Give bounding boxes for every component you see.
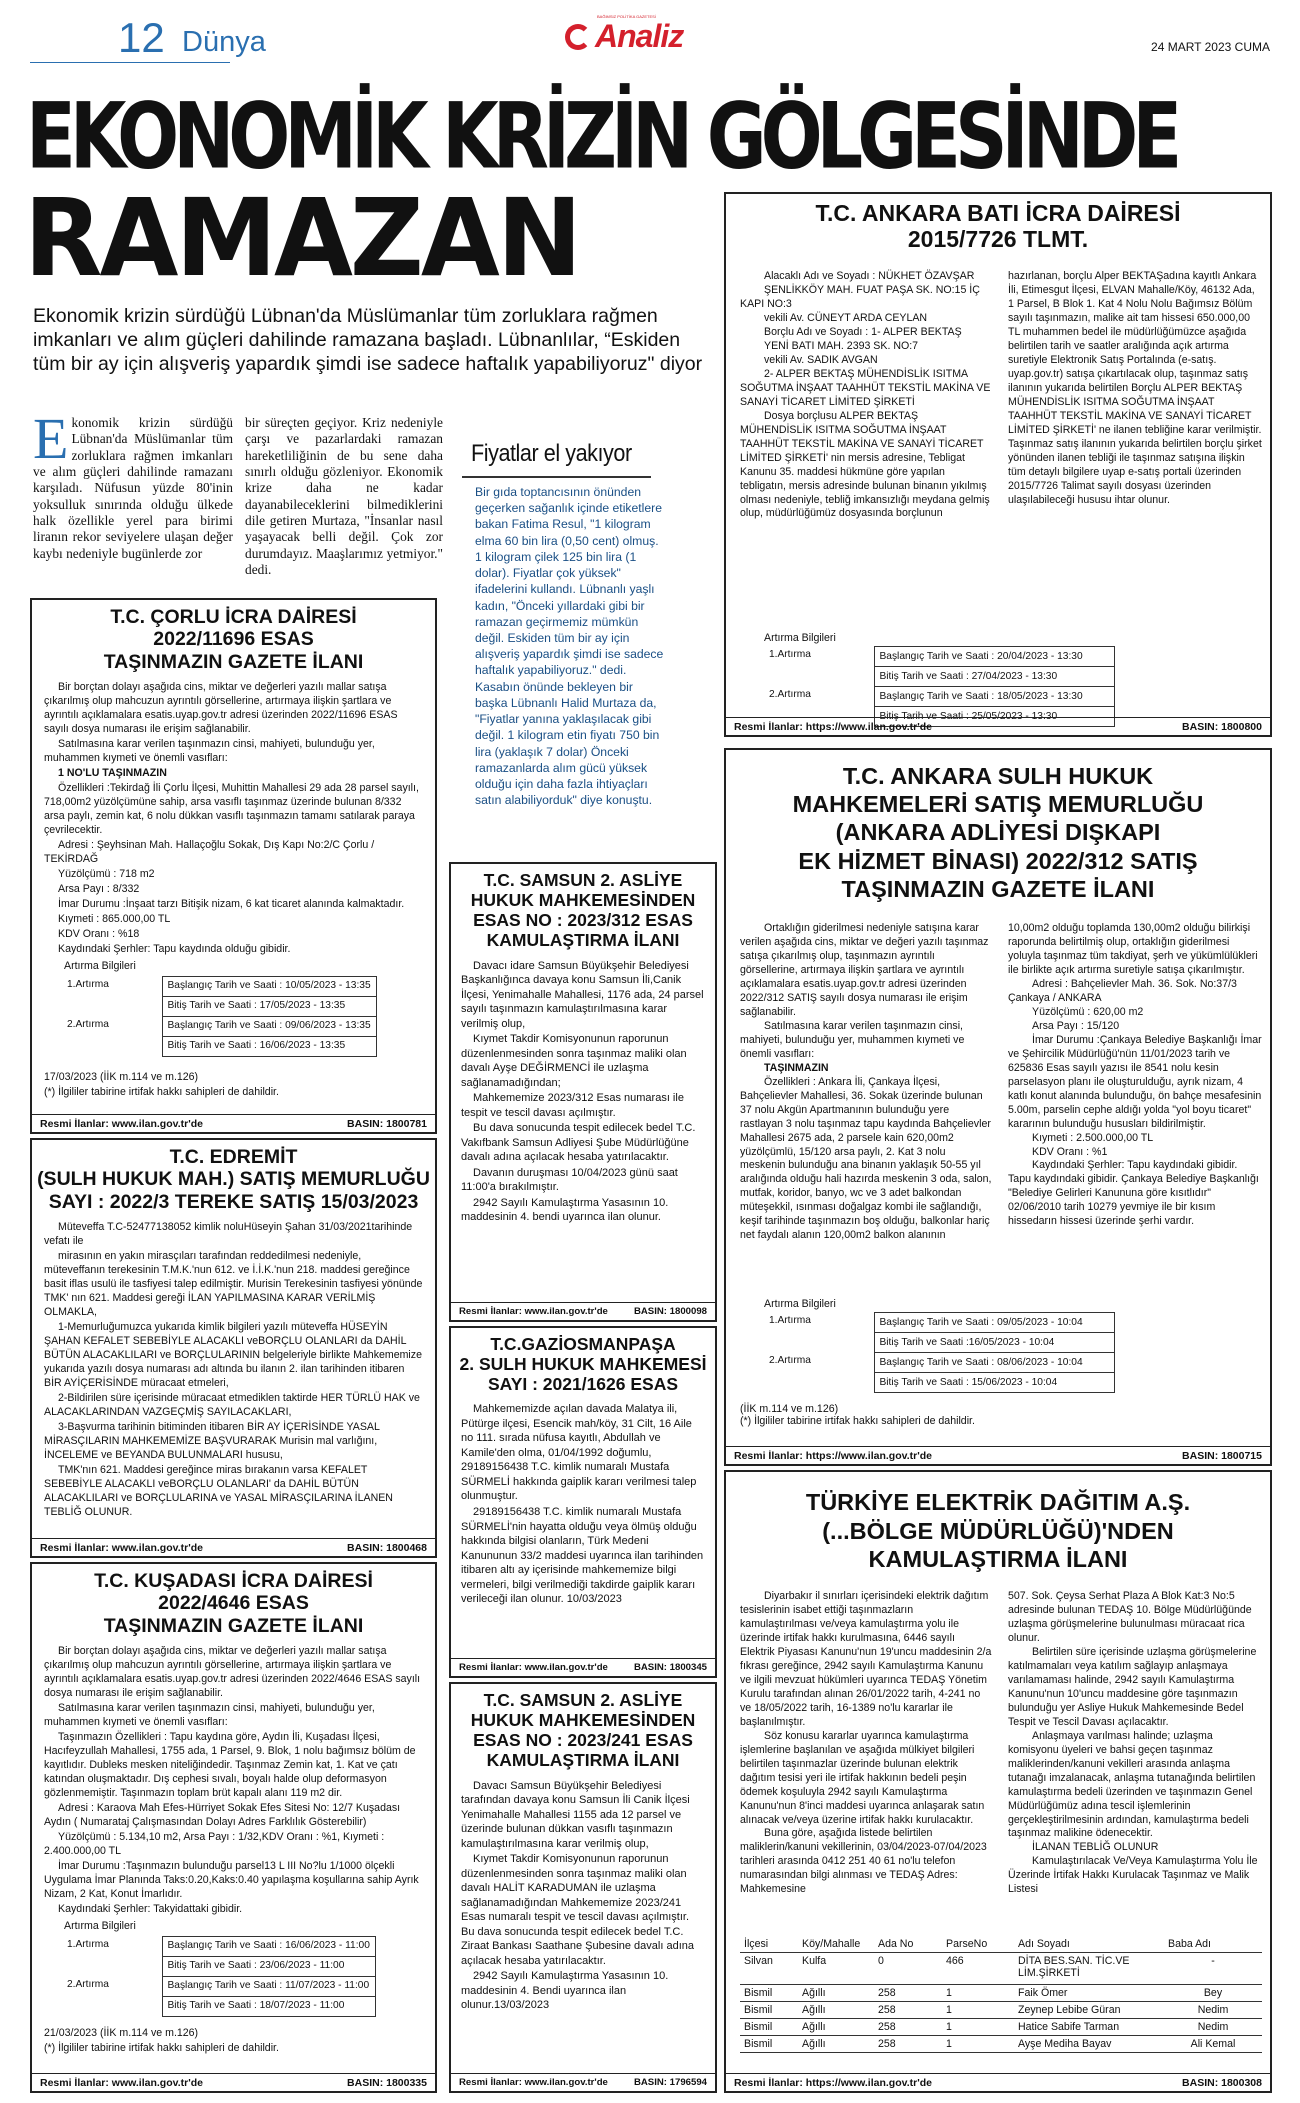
table-cell: 258 — [878, 1987, 896, 1999]
ad-paragraph: 2942 Sayılı Kamulaştırma Yasasının 10. maddesinin 4. Bendi uyarınca ilan olunur.13/03/2023 — [461, 1970, 669, 2012]
footer-basin: BASIN: 1800345 — [633, 1662, 707, 1673]
ad-column-left — [740, 922, 992, 1243]
footer-basin: BASIN: 1796594 — [633, 2077, 707, 2088]
section-underline — [30, 62, 230, 63]
ad-paragraph: Müteveffa T.C-52477138052 kimlik noluHüseyin Şahan 31/03/2021tarihinde vefatı ile — [44, 1221, 413, 1248]
table-row — [62, 1976, 375, 1996]
footer-source: Resmi İlanlar: https://www.ilan.gov.tr'de — [734, 1450, 932, 1462]
ad-paragraph: Davanın duruşması 10/04/2023 günü saat 11:00'a bırakılmıştır. — [461, 1166, 678, 1194]
table-cell: Ayşe Mediha Bayav — [1018, 2038, 1112, 2050]
ad-paragraph: İLANAN TEBLİĞ OLUNUR — [1032, 1841, 1159, 1854]
ad-gaziosmanpasa-body — [451, 1402, 715, 1606]
ad-title-line: EK HİZMET BİNASI) 2022/312 SATIŞ — [798, 847, 1198, 874]
ad-paragraph: Arsa Payı : 8/332 — [58, 882, 140, 895]
auction-end: Bitiş Tarih ve Saati : 25/05/2023 - 13:30 — [874, 707, 1114, 727]
table-cell: Faik Ömer — [1018, 1987, 1068, 1999]
ad-ankara-bati-title — [726, 194, 1270, 253]
table-cell: Ali Kemal — [1190, 2038, 1236, 2050]
ad-paragraph: Kamulaştırılacak Ve/Veya Kamulaştırma Yolu İle Üzerinde İrtifak Hakkı Kurulacak Taşınmaz ve Malik Listesi — [1008, 1855, 1258, 1896]
ad-footer — [32, 2073, 435, 2091]
table-cell: Ağıllı — [802, 2038, 826, 2050]
ad-title-line: TÜRKİYE ELEKTRİK DAĞITIM A.Ş. — [805, 1489, 1191, 1515]
ad-paragraph: Özellikleri :Tekirdağ İli Çorlu İlçesi, Muhittin Mahallesi 29 ada 28 parsel sayılı, 718,00m2 yüzölçümüne sahip, arsa vasıflı taşınmaz üzerinde bulunan 8/332 arsa paylı, zemin kat, 6 nolu dükkan vasıflı taşınmazın tamamı satılarak paraya çevrilecektir. — [44, 782, 419, 836]
table-cell: 258 — [878, 2038, 896, 2050]
issue-date: 24 MART 2023 CUMA — [1151, 40, 1270, 54]
ad-note: (*) İlgililer tabirine irtifak hakkı sahipleri de dahildir. — [44, 1085, 279, 1098]
auction-end: Bitiş Tarih ve Saati : 16/06/2023 - 13:35 — [162, 1036, 376, 1056]
table-row — [764, 687, 1114, 707]
ad-title-line: TAŞINMAZIN GAZETE İLANI — [841, 875, 1155, 902]
ad-column-right — [1008, 270, 1262, 507]
page-number: 12 — [118, 14, 165, 61]
auction-start: Başlangıç Tarih ve Saati : 09/05/2023 - 10:04 — [874, 1313, 1114, 1333]
table-header: Ada No — [878, 1938, 914, 1950]
ad-paragraph: Taşınmazın Özellikleri : Tapu kaydına göre, Aydın İli, Kuşadası İlçesi, Hacıfeyzullah Mahallesi, 1755 ada, 1 Parsel, 9. Blok, 1 nolu bağımsız bölüm de kayıtlıdır. Dubleks mesken niteliğindedir. Taşınmaz Zemin kat, 1. Kat ve çatı katından oluşmaktadır. Dış cephesi sıvalı, boyalı halde olup deformasyon gözlenmemiştir. Taşınmazın toplam brüt kapalı alanı 119 m2 dir. — [44, 1731, 416, 1799]
ad-note: 21/03/2023 (İİK m.114 ve m.126) — [44, 2026, 199, 2039]
ad-paragraph: Bir borçtan dolayı aşağıda cins, miktar ve değerleri yazılı mallar satışa çıkarılmış olup mahcuzun ayrıntılı görsellerine, artırmaya ilişkin şartlara ve ayrıntılı açıklamalara esatis.uyap.gov.tr adresi üzerinden 2022/4646 ESAS sayılı dosya numarası ile erişim sağlanabilir. — [44, 1645, 421, 1700]
table-cell: Silvan — [744, 1955, 773, 1967]
auction-label: 1.Artırma — [67, 1939, 109, 1951]
ad-column-left — [740, 270, 992, 521]
ad-paragraph: 10,00m2 olduğu toplamda 130,00m2 olduğu bilirkişi raporunda belirtilmiş olup, ortaklığın giderilmesi yoluyla taşınmaz tüm takdiyat, şerh ve yükümlülükleri ile birlikte açık artırma suretiyle satışa çıkarılmıştır. — [1008, 922, 1258, 976]
ad-title-line: MAHKEMELERİ SATIŞ MEMURLUĞU — [792, 791, 1204, 818]
schedule-title: Artırma Bilgileri — [764, 1298, 836, 1310]
ad-kusadasi — [30, 1562, 437, 2093]
auction-label: 1.Artırma — [67, 979, 109, 991]
ad-column-right — [1008, 1590, 1262, 1897]
ad-note: (*) İlgililer tabirine irtifak hakkı sahipleri de dahildir. — [44, 2041, 279, 2054]
ad-title-line: (ANKARA ADLİYESİ DIŞKAPI — [835, 819, 1161, 846]
ad-paragraph: 507. Sok. Çeysa Serhat Plaza A Blok Kat:3 No:5 adresinde bulunan TEDAŞ 10. Bölge Müdürlüğünde uzlaşma görüşmelerine bulunulması müracaat rica olunur. — [1008, 1590, 1252, 1644]
ad-paragraph: KDV Oranı : %18 — [58, 927, 140, 940]
table-header: Adı Soyadı — [1018, 1938, 1070, 1950]
section-name: Dünya — [182, 26, 266, 58]
ad-paragraph: Diyarbakır il sınırları içerisindeki elektrik dağıtım tesislerinin isabet ettiği taşınmazların kamulaştırılması ve/veya kamulaştırma yolu ile üzerinde irtifak hakkı kurulmasına, 6446 sayılı Elektrik Piyasası Kanunu'nun 19'uncu maddesinin 2/a fıkrası gereğince, 2942 sayılı Kamulaştırma Kanunu ve ilgili mevzuat hükümleri uyarınca TEDAŞ Yönetim Kurulu tarafından alınan 26/01/2022 tarih, 4-241 no ve 18/05/2022 tarih, 16-1389 no'lu kararlar ile başlanılmıştır. — [740, 1590, 992, 1728]
footer-source: Resmi İlanlar: www.ilan.gov.tr'de — [40, 1542, 203, 1554]
table-cell: 1 — [946, 2021, 952, 2033]
ad-paragraph: Mahkememizde açılan davada Malatya ili, Pütürge ilçesi, Esencik mah/köy, 31 Cilt, 16 Aile no 111. sırada nüfusa kayıtlı, Abdullah ve Kamile'den olma, 01/04/1992 doğumlu, 29189156438 T.C. kimlik numaralı Mustafa SÜRMELİ hakkında gaiplik kararı verilmesi talep olunmuştur. — [461, 1403, 697, 1503]
table-cell: 1 — [946, 1987, 952, 1999]
sidebar-title: Fiyatlar el yakıyor — [462, 428, 651, 478]
ad-paragraph: 1-Memurluğumuzca yukarıda kimlik bilgileri yazılı müteveffa HÜSEYİN ŞAHAN KEFALET SEBEBİYLE ALACAKLI veBORÇLU OLANLARI da DAHİL BÜTÜN ALACAKLILARI ve BORÇLULARININ belgeleriyle birlikte Mahkememize yukarıda yazılı dosya numarası adı altında bu ilanın 2. ilan tarihinden itibaren BİR AYİÇERİSİNDE müracaat etmeleri, — [44, 1321, 422, 1389]
ad-title-line: SAYI : 2022/3 TEREKE SATIŞ 15/03/2023 — [48, 1190, 419, 1213]
table-row — [62, 1016, 376, 1036]
auction-start: Başlangıç Tarih ve Saati : 20/04/2023 - 13:30 — [874, 647, 1114, 667]
ad-corlu-body — [32, 681, 435, 1099]
ad-title-line: 2022/4646 ESAS — [158, 1592, 309, 1615]
ad-paragraph: Özellikleri : Ankara İli, Çankaya İlçesi, Bahçelievler Mahallesi, 36. Sokak üzerinde bulunan 37 nolu Akgün Apartmanının bulunduğu yere rastlayan 3 nolu taşınmaz tapu kaydında Bahçelievler Mahallesi 2675 ada, 2 parsele kain 620,00m2 yüzölçümlü, 15/120 arsa paylı, 2. Kat 3 nolu meskenin bulunduğu ana binanın yaklaşık 50-55 yıl aralığında olduğu hali hazırda meskenin 3 oda, salon, mutfak, koridor, banyo, wc ve 3 adet balkondan müteşekkil, ısınması doğalgaz kombi ile sağlandığı, keşif tarihinde taşınmazın boş olduğu, balkonlar hariç net faydalı alanın 120,00m2 balkon alanının — [740, 1075, 992, 1242]
owner-table — [740, 1936, 1262, 2053]
auction-start: Başlangıç Tarih ve Saati : 16/06/2023 - 11:00 — [162, 1936, 375, 1956]
table-row — [764, 647, 1114, 667]
auction-end: Bitiş Tarih ve Saati :16/05/2023 - 10:04 — [874, 1333, 1114, 1353]
ad-footer — [451, 2073, 715, 2091]
auction-label: 2.Artırma — [769, 688, 811, 700]
ad-title-line: HUKUK MAHKEMESİNDEN — [470, 1710, 696, 1731]
ad-title-line: 2022/11696 ESAS — [153, 628, 314, 651]
headline-line2: RAMAZAN — [24, 176, 580, 302]
ad-edremit-body — [32, 1221, 435, 1519]
table-cell: 0 — [878, 1955, 884, 1967]
ad-paragraph: Buna göre, aşağıda listede belirtilen maliklerin/kanuni vekillerinin, 03/04/2023-07/04/2023 tarihleri arasında 0412 251 40 61 no'lu telefon numarasından bilgi alınması ve TEDAŞ Adres: Mahkemesine — [740, 1827, 987, 1896]
ad-paragraph: 29189156438 T.C. kimlik numaralı Mustafa SÜRMELİ'nin hayatta olduğu veya ölmüş olduğu hakkında bilgisi olanların, Türk Medeni Kanununun 33/2 maddesi uyarınca ilan tarihinden itibaren altı ay içerisinde mahkememize bilgi vermeleri, bilgi verilmediği takdirde gaiplik kararı verileceği ilan olunur. 10/03/2023 — [461, 1505, 704, 1606]
article-col2: bir süreçten geçiyor. Kriz nedeniyle çarşı ve pazarlardaki ramazan hareketliliğinin de bu sene daha sınırlı olduğu gözleniyor. Ekonomik krize daha ne kadar dayanabileceklerini bilmediklerini dile getiren Murtaza, "İnsanlar nasıl yaşayacak belli değil. Çok zor durumdayız. Maaşlarımız yetmiyor." dedi. — [245, 415, 443, 578]
ad-paragraph: Mahkememize 2023/312 Esas numarası ile tespit ve tescil davası açılmıştır. — [461, 1092, 684, 1119]
table-cell: - — [1211, 1955, 1215, 1967]
auction-label: 1.Artırma — [769, 1314, 811, 1326]
ad-ankara-sulh — [724, 748, 1272, 1466]
ad-gaziosmanpasa-title — [451, 1328, 715, 1394]
schedule-title: Artırma Bilgileri — [64, 959, 136, 972]
ad-paragraph: 2-Bildirilen süre içerisinde müracaat etmediklen taktirde HER TÜRLÜ HAK ve ALACAKLARINDAN VAZGEÇMİŞ SAYILACAKLARI, — [44, 1391, 420, 1418]
ad-corlu — [30, 598, 437, 1134]
ad-title-line: KAMULAŞTIRMA İLANI — [486, 1750, 680, 1771]
ad-paragraph: Kıymeti : 865.000,00 TL — [58, 912, 171, 925]
ad-paragraph: Adresi : Karaova Mah Efes-Hürriyet Sokak Efes Sitesi No: 12/7 Kuşadası Aydın ( Numarataj Çalışmasından Dolayı Adres Farklılık Gösterebilir) — [44, 1801, 401, 1828]
auction-end: Bitiş Tarih ve Saati : 23/06/2023 - 11:00 — [162, 1956, 375, 1976]
ad-paragraph: Satılmasına karar verilen taşınmazın cinsi, mahiyeti, bulunduğu yer, muhammen kıymeti ve önemli vasıfları: — [44, 738, 375, 765]
ad-note: (*) İlgililer tabirine irtifak hakkı sahipleri de dahildir. — [740, 1415, 975, 1427]
table-cell: 1 — [946, 2004, 952, 2016]
ad-paragraph: KDV Oranı : %1 — [1032, 1145, 1108, 1158]
dropcap: E — [33, 406, 69, 471]
table-cell: Bismil — [744, 2038, 773, 2050]
table-row — [740, 2002, 1262, 2019]
footer-basin: BASIN: 1800098 — [633, 1306, 707, 1317]
ad-samsun-241-title — [451, 1684, 715, 1771]
ad-title-line: T.C. EDREMİT — [169, 1146, 298, 1168]
ad-ankara-bati-schedule — [740, 632, 1262, 733]
table-cell: 1 — [946, 2038, 952, 2050]
table-cell: Ağıllı — [802, 1987, 826, 1999]
ad-footer — [32, 1538, 435, 1556]
ad-title-line: SAYI : 2021/1626 ESAS — [487, 1374, 679, 1395]
ad-paragraph: Kaydındaki Şerhler: Tapu kaydındaki gibidir. Tapu kaydındaki gibidir. Çankaya Belediye Başkanlığı "Belediye Gelirleri Kanununa göre kısıtlıdır" 02/06/2010 tarih 10279 yevmiye ile bir kısım hissedarın hissesi üzerinde şerhi vardır. — [1008, 1159, 1259, 1228]
ad-paragraph: İmar Durumu :İnşaat tarzı Bitişik nizam, 6 kat ticaret alanında kalmaktadır. — [58, 897, 405, 910]
ad-kusadasi-body — [32, 1645, 435, 2055]
ad-samsun-241 — [449, 1682, 717, 2093]
table-cell: Bismil — [744, 2004, 773, 2016]
ad-gaziosmanpasa — [449, 1326, 717, 1678]
ad-paragraph: Anlaşmaya varılması halinde; uzlaşma komisyonu üyeleri ve bahsi geçen taşınmaz maliklerinden/kanuni vekilleri arasında anlaşma tutanağı imzalanacak, anlaşma tutanağında belirtilen kamulaştırma bedeli üzerinden ve taşınmazın Genel Müdürlüğümüz adına tescil işlemlerinin gerçekleştirilmesinin ardından, kamulaştırma bedeli taşınmaz malikine ödenecektir. — [1008, 1729, 1256, 1840]
auction-schedule-table — [764, 1312, 1115, 1393]
table-cell: Bismil — [744, 1987, 773, 1999]
footer-source: Resmi İlanlar: https://www.ilan.gov.tr'de — [734, 2077, 932, 2089]
ad-tedas — [724, 1470, 1272, 2093]
ad-paragraph: Davacı idare Samsun Büyükşehir Belediyesi Başkanlığınca davaya konu Samsun İli,Canik İlçesi, Yenimahalle Mahallesi, 1176 ada, 24 parsel sayılı taşınmazın kamulaştırılmasına karar verilmiş olup, — [461, 959, 704, 1030]
auction-label: 2.Artırma — [769, 1354, 811, 1366]
ad-paragraph: Alacaklı Adı ve Soyadı : NÜKHET ÖZAVŞAR — [764, 270, 975, 282]
table-cell: Zeynep Lebibe Güran — [1018, 2004, 1121, 2016]
ad-title-line: T.C. SAMSUN 2. ASLİYE — [483, 1690, 683, 1710]
ad-paragraph: vekili Av. SADIK AVGAN — [764, 353, 878, 366]
ad-title-line: T.C. SAMSUN 2. ASLİYE — [483, 870, 683, 890]
auction-label: 2.Artırma — [67, 1979, 109, 1991]
footer-source: Resmi İlanlar: www.ilan.gov.tr'de — [459, 2077, 608, 2088]
sidebar-text: Bir gıda toptancısının önünden geçerken sağanlık içinde etiketlere bakan Fatima Resul, "1 kilogram elma 60 bin lira (0,50 cent) olmuş. 1 kilogram çilek 125 bin lira (1 dolar). Fiyatlar çok yüksek" ifadelerini kullandı. Lübnanlı yaşlı kadın, "Önceki yıllardaki gibi bir ramazan geçirmemiz mümkün değil. Eskiden tüm bir ay için alışveriş yapardık şimdi ise sadece haftalık yapabiliyoruz." dedi. Kasabın önünde bekleyen bir başka Lübnanlı Halid Murtaza da, "Fiyatlar yanına yaklaşılacak gibi değil. 1 kilogram etin fiyatı 750 bin lira (yaklaşık 7 dolar) Önceki ramazanlarda alım gücü yüksek olduğu için daha fazla ihtiyaçları satın alabiliyorduk" diye konuştu. — [475, 485, 664, 808]
table-row — [740, 1985, 1262, 2002]
article-col1 — [33, 406, 233, 562]
ad-paragraph: TAŞINMAZIN — [764, 1061, 829, 1074]
ad-paragraph: Davacı Samsun Büyükşehir Belediyesi tarafından davaya konu Samsun İli Canik İlçesi Yenimahalle Mahallesi 1155 ada 12 parsel ve üzerinde bulunan dükkan vasıflı taşınmazın kamulaştırılmasına karar verilmiş olup, — [461, 1779, 690, 1850]
price-sidebar — [462, 428, 672, 828]
auction-label: 2.Artırma — [67, 1019, 109, 1031]
ad-title-line: T.C. KUŞADASI İCRA DAİRESİ — [94, 1570, 373, 1592]
ad-samsun-312-title — [451, 864, 715, 951]
table-row — [740, 2019, 1262, 2036]
ad-paragraph: İmar Durumu :Taşınmazın bulunduğu parsel13 L III No?lu 1/1000 ölçekli Uygulama İmar Planında Taks:0.20,Kaks:0.40 yapılaşma koşullarına sahip Ayrık Nizam, 2 Kat, Konut İmarlıdır. — [44, 1859, 419, 1900]
ad-ankara-bati — [724, 192, 1272, 737]
auction-schedule-table — [62, 976, 377, 1057]
ad-samsun-312 — [449, 862, 717, 1322]
ad-ankara-sulh-title — [726, 750, 1270, 903]
ad-note: 17/03/2023 (İİK m.114 ve m.126) — [44, 1070, 199, 1083]
table-cell: Kulfa — [802, 1955, 827, 1967]
table-cell: Bey — [1203, 1987, 1223, 1999]
ad-ankara-sulh-schedule — [740, 1298, 1262, 1427]
ad-footer — [451, 1302, 715, 1320]
footer-basin: BASIN: 1800800 — [1182, 721, 1262, 733]
ad-paragraph: Adresi : Şeyhsinan Mah. Hallaçoğlu Sokak, Dış Kapı No:2/C Çorlu / TEKİRDAĞ — [44, 838, 375, 865]
ad-paragraph: vekili Av. CÜNEYT ARDA CEYLAN — [764, 311, 928, 324]
headline-line1: EKONOMİK KRİZİN GÖLGESİNDE — [26, 84, 1177, 190]
ad-samsun-312-body — [451, 959, 715, 1225]
ad-title-line: TAŞINMAZIN GAZETE İLANI — [103, 1614, 364, 1637]
auction-start: Başlangıç Tarih ve Saati : 08/06/2023 - 10:04 — [874, 1353, 1114, 1373]
ad-kusadasi-title — [32, 1564, 435, 1637]
ad-paragraph: 2942 Sayılı Kamulaştırma Yasasının 10. maddesinin 4. bendi uyarınca ilan olunur. — [461, 1196, 669, 1224]
ad-title-line: T.C.GAZİOSMANPAŞA — [490, 1334, 676, 1354]
table-row — [764, 1313, 1114, 1333]
table-row — [62, 976, 376, 996]
ad-ankara-bati-body — [740, 270, 1262, 630]
ad-title-line: (SULH HUKUK MAH.) SATIŞ MEMURLUĞU — [37, 1168, 430, 1191]
logo-mark-icon — [565, 24, 591, 50]
ad-title-line: T.C. ÇORLU İCRA DAİRESİ — [110, 606, 357, 628]
table-cell: Nedim — [1197, 2021, 1229, 2033]
ad-paragraph: mirasının en yakın mirasçıları tarafından reddedilmesi nedeniyle, müteveffanın terekesinin T.M.K.'nun 612. ve İ.İ.K.'nun 218. maddesi gereğince basit iflas usulü ile tasfiyesi talep edilmiştir. Murisin Terekesinin tasfiyesi yönünde TMK' nın 621. Maddesi gereği İLAN YAPILMASINA KARAR VERİLMİŞ OLMAKLA, — [44, 1250, 423, 1319]
ad-title-line: TAŞINMAZIN GAZETE İLANI — [103, 650, 364, 673]
auction-end: Bitiş Tarih ve Saati : 15/06/2023 - 10:04 — [874, 1373, 1114, 1393]
ad-paragraph: Bir borçtan dolayı aşağıda cins, miktar ve değerleri yazılı mallar satışa çıkarılmış olup mahcuzun ayrıntılı görsellerine, artırmaya ilişkin şartlara ve ayrıntılı açıklamalara esatis.uyap.gov.tr adresi üzerinden 2022/11696 ESAS sayılı dosya numarası ile erişim sağlanabilir. — [44, 681, 398, 736]
table-row — [764, 1353, 1114, 1373]
footer-basin: BASIN: 1800781 — [347, 1118, 427, 1130]
ad-paragraph: Satılmasına karar verilen taşınmazın cinsi, mahiyeti, bulunduğu yer, muhammen kıymeti ve önemli vasıfları: — [740, 1019, 965, 1060]
brand-logo — [565, 14, 684, 55]
schedule-title: Artırma Bilgileri — [764, 632, 836, 644]
ad-title-line: HUKUK MAHKEMESİNDEN — [470, 890, 696, 911]
ad-title-line: 2. SULH HUKUK MAHKEMESİ — [459, 1354, 707, 1375]
brand-name: Analiz — [595, 18, 684, 54]
table-cell: Bismil — [744, 2021, 773, 2033]
ad-title-line: 2015/7726 TLMT. — [907, 226, 1089, 253]
ad-tedas-title — [726, 1472, 1270, 1574]
ad-paragraph: Kaydındaki Şerhler: Tapu kaydında olduğu gibidir. — [58, 942, 291, 955]
ad-paragraph: YENİ BATI MAH. 2393 SK. NO:7 — [764, 339, 919, 352]
auction-end: Bitiş Tarih ve Saati : 17/05/2023 - 13:35 — [162, 996, 376, 1016]
ad-paragraph: Kıymet Takdir Komisyonunun raporunun düzenlenmesinden sonra taşınmaz maliki olan davalı Ayşe DEĞİRMENCİ ile uzlaşma sağlanamadığından; — [461, 1033, 687, 1089]
footer-basin: BASIN: 1800468 — [347, 1542, 427, 1554]
ad-note: (İİK m.114 ve m.126) — [740, 1403, 839, 1415]
table-cell: 258 — [878, 2004, 896, 2016]
table-cell: Hatice Sabife Tarman — [1018, 2021, 1120, 2033]
auction-schedule-table — [764, 646, 1115, 727]
ad-title-line: T.C. ANKARA BATI İCRA DAİRESİ — [815, 200, 1181, 226]
ad-edremit — [30, 1138, 437, 1558]
ad-paragraph: Arsa Payı : 15/120 — [1032, 1019, 1120, 1032]
ad-title-line: T.C. ANKARA SULH HUKUK — [842, 763, 1154, 789]
auction-schedule-table — [62, 1936, 376, 2017]
ad-title-line: (...BÖLGE MÜDÜRLÜĞÜ)'NDEN — [822, 1517, 1174, 1544]
table-header: İlçesi — [744, 1938, 769, 1950]
ad-paragraph: Borçlu Adı ve Soyadı : 1- ALPER BEKTAŞ — [764, 325, 962, 338]
ad-edremit-title — [32, 1140, 435, 1213]
schedule-title: Artırma Bilgileri — [64, 1919, 136, 1932]
ad-paragraph: hazırlanan, borçlu Alper BEKTAŞadına kayıtlı Ankara İli, Etimesgut İlçesi, ELVAN Mahalle/Köy, 46132 Ada, 1 Parsel, B Blok 1. Kat 4 Nolu Nolu Bağımsız Bölüm sayılı taşınmazın, malike ait tam hissesi 650.000,00 TL muhammen bedel ile müdürlüğümüzce aşağıda belirtilen tarih ve saatler aralığında açık artırma suretiyle Elektronik Satış Portalında (e-satış. uyap.gov.tr) satışa çıkartılacak olup, taşınmaz satış ilanının yukarıda belirtilen Borçlu ALPER BEKTAŞ MÜHENDİSLİK ISITMA SOĞUTMA İNŞAAT TAAHHÜT TEKSTİL MAKİNA VE SANAYİ TİCARET LİMİTED ŞİRKETİ' ne ilanen tebliğine karar verilmiştir. Taşınmaz satış ilanının yukarıda belirtilen borçlu şirket yönünden ilanen tebliği ile taşınmaz satışına ilişkin tüm detaylı bilgilere uyap e-satış portali üzerinden 2015/7726 Talimat sayılı dosyası üzerinden ulaşılabileceği hususu ihtar olunur. — [1008, 270, 1262, 506]
table-row — [740, 2036, 1262, 2053]
ad-title-line: KAMULAŞTIRMA İLANI — [486, 930, 680, 951]
ad-samsun-241-body — [451, 1779, 715, 2013]
ad-tedas-body — [740, 1590, 1262, 1920]
table-row — [62, 1936, 375, 1956]
ad-paragraph: 1 NO'LU TAŞINMAZIN — [58, 767, 167, 780]
table-cell: 258 — [878, 2021, 896, 2033]
table-header-row — [740, 1936, 1262, 1953]
ad-title-line: KAMULAŞTIRMA İLANI — [868, 1546, 1128, 1573]
table-cell: 466 — [946, 1955, 964, 1967]
ad-paragraph: Kaydındaki Şerhler: Takyidattaki gibidir. — [58, 1902, 243, 1915]
ad-paragraph: Satılmasına karar verilen taşınmazın cinsi, mahiyeti, bulunduğu yer, muhammen kıymeti ve önemli vasıfları: — [44, 1702, 375, 1729]
footer-source: Resmi İlanlar: www.ilan.gov.tr'de — [40, 2077, 203, 2089]
ad-footer — [32, 1114, 435, 1132]
auction-start: Başlangıç Tarih ve Saati : 18/05/2023 - 13:30 — [874, 687, 1114, 707]
article-lead: Ekonomik krizin sürdüğü Lübnan'da Müslümanlar tüm zorluklara rağmen imkanları ve alım güçleri dahilinde ramazana başladı. Lübnanlılar, “Eskiden tüm bir ay için alışveriş yapardık şimdi ise sadece haftalık yapabiliyoruz" diyor — [33, 305, 703, 375]
ad-paragraph: Bu dava sonucunda tespit edilecek bedel T.C. Vakıfbank Samsun Adliyesi Şube Müdürlüğüne davalı adına açılacak hesaba yatırılacaktır. — [461, 1122, 696, 1164]
ad-footer — [451, 1658, 715, 1676]
ad-paragraph: Dosya borçlusu ALPER BEKTAŞ MÜHENDİSLİK ISITMA SOĞUTMA İNŞAAT TAAHHÜT TEKSTİL MAKİNA VE SANAYİ TİCARET LİMİTED ŞİRKETİ' nin mersis adresine, Tebligat Kanunu 35. maddesi hükmüne göre yapılan tebligatın, mersis adresinde bulunan binanın yıkılmış olması nedeniyle, tebliğ imkansızlığı meydana gelmiş olup, müdürlüğümüz dosyasında borçlunun — [740, 409, 990, 520]
auction-start: Başlangıç Tarih ve Saati : 10/05/2023 - 13:35 — [162, 976, 376, 996]
table-header: Köy/Mahalle — [802, 1938, 861, 1950]
auction-label: 1.Artırma — [769, 648, 811, 660]
ad-title-line: ESAS NO : 2023/241 ESAS — [473, 1730, 693, 1751]
ad-paragraph: Yüzölçümü : 5.134,10 m2, Arsa Payı : 1/32,KDV Oranı : %1, Kıymeti : 2.400.000,00 TL — [44, 1830, 385, 1857]
ad-paragraph: Söz konusu kararlar uyarınca kamulaştırma işlemlerine başlanılan ve aşağıda mülkiyet bilgileri belirtilen taşınmazlar üzerinde bulunan elektrik dağıtım tesisi yeri ile irtifak hakkının bedeli peşin ödemek koşuluyla 2942 sayılı Kamulaştırma Kanunu'nun 8'inci maddesi uyarınca anlaşarak satın alınacak ve/veya üzerine irtifak hakkı kurulacaktır. — [740, 1729, 985, 1826]
auction-end: Bitiş Tarih ve Saati : 18/07/2023 - 11:00 — [162, 1996, 375, 2016]
footer-source: Resmi İlanlar: www.ilan.gov.tr'de — [459, 1306, 608, 1317]
table-header: Baba Adı — [1168, 1938, 1212, 1950]
table-cell: Ağıllı — [802, 2004, 826, 2016]
ad-paragraph: Kıymet Takdir Komisyonunun raporunun düzenlenmesinden sonra taşınmaz maliki olan davalı HALİT KARADUMAN ile uzlaşma sağlanamadığından Mahkememize 2023/241 Esas numaralı tespit ve tescil davası açılmıştır. Bu dava sonucunda tespit edilecek bedel T.C. Ziraat Bankası Saathane Şubesine davalı adına açılacak hesaba yatırılacaktır. — [461, 1853, 694, 1967]
footer-basin: BASIN: 1800715 — [1182, 1450, 1262, 1462]
ad-paragraph: Kıymeti : 2.500.000,00 TL — [1032, 1131, 1154, 1144]
ad-column-left — [740, 1590, 992, 1897]
ad-paragraph: Ortaklığın giderilmesi nedeniyle satışına karar verilen aşağıda cins, miktar ve değeri yazılı taşınmaz satışa çıkarılmış olup, taşınmazın ayrıntılı görsellerine, artırmaya ilişkin şartlara ve ayrıntılı açıklamalara esatis.uyap.gov.tr adresi üzerinden 2022/312 SATIŞ sayılı dosya numarası ile erişim sağlanabilir. — [740, 922, 989, 1018]
ad-footer — [726, 1446, 1270, 1464]
table-cell: DİTA BES.SAN. TİC.VE LİM.ŞİRKETİ — [1018, 1955, 1130, 1979]
article-body — [33, 406, 453, 585]
footer-basin: BASIN: 1800308 — [1182, 2077, 1262, 2089]
ad-paragraph: 3-Başvurma tarihinin bitiminden itibaren BİR AY İÇERİSİNDE YASAL MİRASÇILARIN MAHKEMEMİZE BAŞVURARAK Murisin mal varlığını, İNCELEME ve BEYANDA BULUNMALARI hususu, — [44, 1420, 380, 1461]
auction-start: Başlangıç Tarih ve Saati : 11/07/2023 - 11:00 — [162, 1976, 375, 1996]
page-header — [30, 10, 1270, 60]
ad-paragraph: Yüzölçümü : 620,00 m2 — [1032, 1005, 1144, 1018]
auction-start: Başlangıç Tarih ve Saati : 09/06/2023 - 13:35 — [162, 1016, 376, 1036]
ad-corlu-title — [32, 600, 435, 673]
ad-paragraph: Belirtilen süre içerisinde uzlaşma görüşmelerine katılmamaları veya katılım sağlayıp anlaşmaya varılamaması halinde, 2942 sayılı Kamulaştırma Kanunu'nun 10'uncu maddesine göre taşınmazın bulunduğu yer Asliye Hukuk Mahkemesinde Bedel Tespit ve Tescil Davası açılacaktır. — [1008, 1645, 1257, 1728]
brand-tagline: BAĞIMSIZ POLİTİKA GAZETESİ — [597, 14, 656, 19]
ad-paragraph: Adresi : Bahçelievler Mah. 36. Sok. No:37/3 Çankaya / ANKARA — [1008, 977, 1237, 1004]
ad-paragraph: 2- ALPER BEKTAŞ MÜHENDİSLİK ISITMA SOĞUTMA İNŞAAT TAAHHÜT TEKSTİL MAKİNA VE SANAYİ TİCARET LİMİTED ŞİRKETİ — [740, 367, 991, 408]
table-cell: Ağıllı — [802, 2021, 826, 2033]
article-col1-text: konomik krizin sürdüğü Lübnan'da Müslümanlar tüm zorluklara rağmen imkanları ve alım güçleri dahilinde ramazanı karşıladı. Nüfusun yüzde 80'inin yoksulluk sınırında olduğu ülkede halk özellikle yerel para birimi liranın rekor seviyelere ulaşan değer kaybı nedeniyle bugünlerde zor — [33, 415, 233, 561]
table-row — [740, 1953, 1262, 1985]
footer-basin: BASIN: 1800335 — [347, 2077, 427, 2089]
ad-paragraph: Yüzölçümü : 718 m2 — [58, 867, 155, 880]
ad-ankara-sulh-body — [740, 922, 1262, 1322]
ad-footer — [726, 717, 1270, 735]
ad-paragraph: TMK'nın 621. Maddesi gereğince miras bırakanın varsa KEFALET SEBEBİYLE ALACAKLI veBORÇLU OLANLARI' da DAHİL BÜTÜN ALACAKLILARI ve BORÇLULARINA ve YASAL MİRASÇILARINA İLANEN TEBLİĞ OLUNUR. — [44, 1463, 393, 1518]
ad-title-line: ESAS NO : 2023/312 ESAS — [473, 910, 693, 931]
ad-paragraph: ŞENLİKKÖY MAH. FUAT PAŞA SK. NO:15 İÇ KAPI NO:3 — [740, 283, 980, 310]
auction-end: Bitiş Tarih ve Saati : 27/04/2023 - 13:30 — [874, 667, 1114, 687]
footer-source: Resmi İlanlar: www.ilan.gov.tr'de — [40, 1118, 203, 1130]
table-header: ParseNo — [946, 1938, 988, 1950]
ad-column-right — [1008, 922, 1262, 1229]
ad-footer — [726, 2073, 1270, 2091]
ad-paragraph: İmar Durumu :Çankaya Belediye Başkanlığı İmar ve Şehircilik Müdürlüğü'nün 11/01/2023 tarih ve 625836 Esas sayılı yazısı ile 8541 nolu kesin parselasyon planı ile oluşturulduğu, ayrık nizam, 4 katlı konut alanında bulunduğu, ön bahçe mesafesinin 5.00m, parselin cephe aldığı yolda "yol boyu ticaret" kararının bulunduğu hususları bildirilmiştir. — [1008, 1033, 1262, 1130]
footer-source: Resmi İlanlar: www.ilan.gov.tr'de — [459, 1662, 608, 1673]
table-cell: Nedim — [1197, 2004, 1229, 2016]
footer-source: Resmi İlanlar: https://www.ilan.gov.tr'de — [734, 721, 932, 733]
